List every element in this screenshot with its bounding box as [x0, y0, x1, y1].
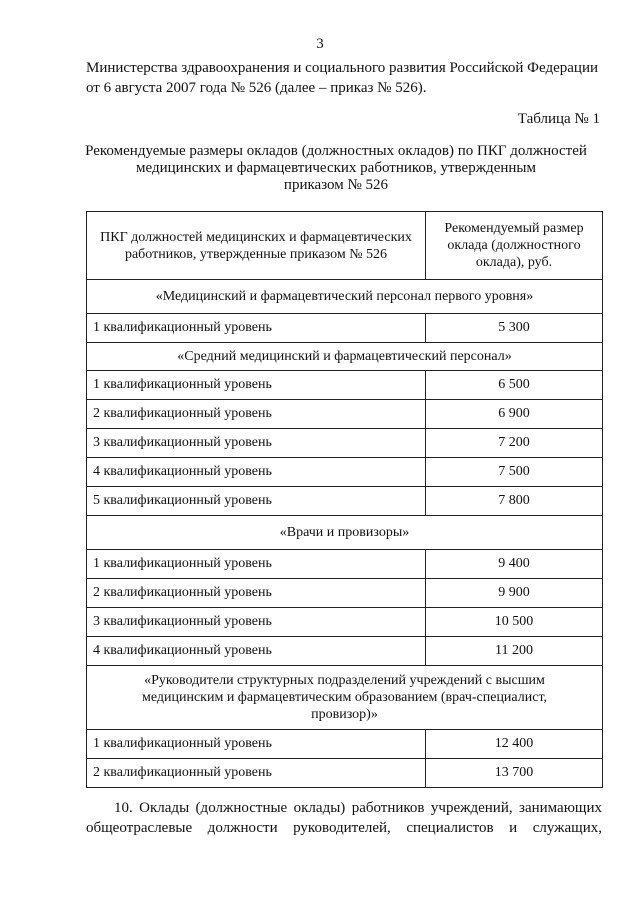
- header-salary-line: оклада), руб.: [475, 255, 553, 270]
- level-name: 1 квалификационный уровень: [87, 371, 426, 400]
- level-salary: 6 500: [426, 371, 603, 400]
- level-salary: 11 200: [426, 637, 603, 666]
- table-row: [87, 314, 603, 343]
- table-row: [87, 371, 603, 400]
- table-row: [87, 579, 603, 608]
- level-salary: 7 500: [426, 458, 603, 487]
- level-name: 4 квалификационный уровень: [87, 637, 426, 666]
- level-name: 2 квалификационный уровень: [87, 579, 426, 608]
- level-name: 5 квалификационный уровень: [87, 487, 426, 516]
- group-row: [87, 516, 603, 550]
- table-title-line: медицинских и фармацевтических работников, утвержденным: [136, 160, 536, 176]
- table-row: [87, 550, 603, 579]
- group-title: «Средний медицинский и фармацевтический персонал»: [87, 343, 603, 371]
- level-salary: 7 200: [426, 429, 603, 458]
- table-row: [87, 637, 603, 666]
- header-pkg-line: ПКГ должностей медицинских и фармацевтических: [100, 229, 412, 245]
- level-salary: 5 300: [426, 314, 603, 343]
- level-salary: 7 800: [426, 487, 603, 516]
- level-name: 3 квалификационный уровень: [87, 608, 426, 637]
- group-title: «Врачи и провизоры»: [87, 516, 603, 550]
- level-name: 1 квалификационный уровень: [87, 550, 426, 579]
- level-name: 4 квалификационный уровень: [87, 458, 426, 487]
- level-name: 2 квалификационный уровень: [87, 400, 426, 429]
- group-row: [87, 343, 603, 371]
- closing-line: общеотраслевые должности руководителей, специалистов и служащих,: [86, 820, 602, 836]
- header-salary-line: Рекомендуемый размер: [444, 221, 584, 236]
- table-row: [87, 608, 603, 637]
- level-salary: 13 700: [426, 759, 603, 788]
- header-pkg: [87, 212, 426, 280]
- level-salary: 9 400: [426, 550, 603, 579]
- table-row: [87, 487, 603, 516]
- table-title: [72, 143, 600, 194]
- table-row: [87, 429, 603, 458]
- level-salary: 12 400: [426, 730, 603, 759]
- table-title-line: Рекомендуемые размеры окладов (должностных окладов) по ПКГ должностей: [85, 143, 587, 159]
- level-name: 1 квалификационный уровень: [87, 314, 426, 343]
- closing-line: 10. Оклады (должностные оклады) работников учреждений, занимающих: [114, 800, 602, 816]
- table-row: [87, 400, 603, 429]
- intro-line: от 6 августа 2007 года № 526 (далее – приказ № 526).: [86, 80, 427, 96]
- level-salary: 9 900: [426, 579, 603, 608]
- header-pkg-line: работников, утвержденные приказом № 526: [124, 246, 388, 262]
- salary-table: [86, 211, 603, 788]
- page-number: 3: [316, 36, 324, 52]
- closing-paragraph: [86, 798, 602, 838]
- header-salary: [426, 212, 603, 280]
- group-title-line: «Руководители структурных подразделений учреждений с высшим: [144, 673, 545, 688]
- group-row: [87, 666, 603, 730]
- level-salary: 10 500: [426, 608, 603, 637]
- group-title-line: медицинским и фармацевтическим образованием (врач-специалист,: [141, 690, 548, 705]
- table-row: [87, 730, 603, 759]
- group-row: [87, 280, 603, 314]
- level-name: 1 квалификационный уровень: [87, 730, 426, 759]
- level-name: 2 квалификационный уровень: [87, 759, 426, 788]
- group-title: [87, 666, 603, 730]
- table-label: Таблица № 1: [517, 111, 600, 127]
- table-row: [87, 759, 603, 788]
- level-salary: 6 900: [426, 400, 603, 429]
- group-title: «Медицинский и фармацевтический персонал первого уровня»: [87, 280, 603, 314]
- intro-paragraph: [86, 58, 602, 98]
- table-header-row: [87, 212, 603, 280]
- table-row: [87, 458, 603, 487]
- header-salary-line: оклада (должностного: [447, 238, 581, 253]
- level-name: 3 квалификационный уровень: [87, 429, 426, 458]
- intro-line: Министерства здравоохранения и социального развития Российской Федерации: [86, 60, 598, 76]
- table-title-line: приказом № 526: [283, 177, 389, 193]
- group-title-line: провизор)»: [311, 707, 378, 722]
